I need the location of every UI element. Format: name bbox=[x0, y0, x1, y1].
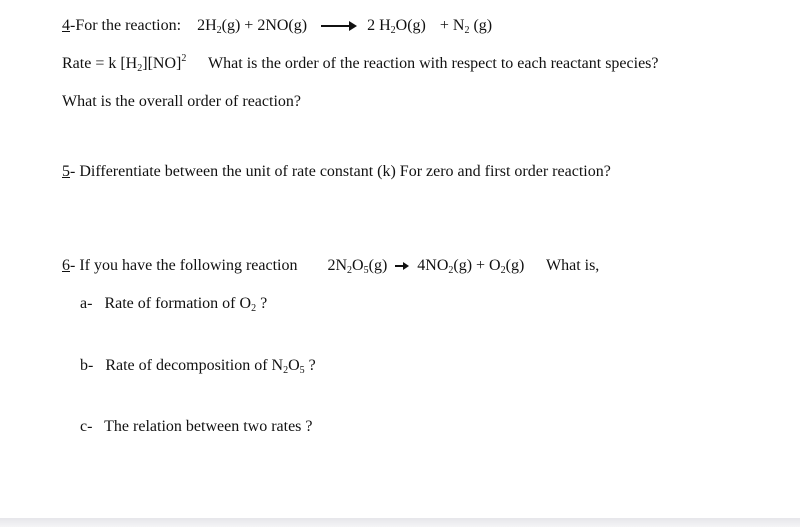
q6-part-a: a- Rate of formation of $O_2$ ? bbox=[80, 295, 268, 314]
q6-intro: - If you have the following reaction bbox=[70, 257, 298, 274]
q4-reactant-h2: 2H bbox=[197, 17, 217, 34]
q6-c-text: The relation between two rates ? bbox=[104, 418, 313, 435]
q4-rate-line bbox=[62, 54, 659, 74]
q6-b-label: b- bbox=[80, 357, 94, 374]
q4-product-n2: + N bbox=[439, 17, 465, 34]
q6-part-c bbox=[80, 417, 313, 437]
reaction-arrow-small-icon bbox=[395, 262, 409, 270]
q4-question-order: What is the order of the reaction with respect to each reactant species? bbox=[208, 55, 659, 72]
q6-number: 6 bbox=[62, 257, 70, 274]
q6-tail: What is, bbox=[545, 257, 600, 274]
q6-part-b: b- Rate of decomposition of $N_2O_5$ ? bbox=[80, 357, 316, 376]
q6-b-text: Rate of decomposition of N bbox=[105, 357, 284, 374]
q6-a-label: a- bbox=[80, 295, 93, 312]
q4-reaction-line: 4-For the reaction: $2H_2(g) + 2NO(g)$ 2 $H_2O(g) + N_2$ (g) bbox=[62, 17, 493, 36]
q6-equation: $2N_2O_5(g) 4NO_2(g) + O_2(g)$ bbox=[327, 257, 525, 276]
q5-text: - Differentiate between the unit of rate constant (k) For zero and first order reaction? bbox=[70, 163, 611, 180]
reaction-arrow-icon bbox=[321, 21, 357, 31]
q6-a-text: Rate of formation of O bbox=[104, 295, 252, 312]
q6-c-label: c- bbox=[80, 418, 93, 435]
q5-number: 5 bbox=[62, 163, 70, 180]
q4-reactant-rest: (g) + 2NO(g) bbox=[221, 17, 308, 34]
q4-overall-question: What is the overall order of reaction? bbox=[62, 93, 301, 110]
q6-line bbox=[62, 256, 599, 276]
page-bottom-edge bbox=[0, 518, 800, 527]
q4-intro: -For the reaction: bbox=[70, 17, 182, 34]
q4-number: 4 bbox=[62, 17, 70, 34]
rate-law: Rate = k $[H_2][NO]^2$ bbox=[62, 53, 187, 74]
q4-product-h2o: 2 H bbox=[367, 17, 391, 34]
q5-line bbox=[62, 162, 611, 182]
